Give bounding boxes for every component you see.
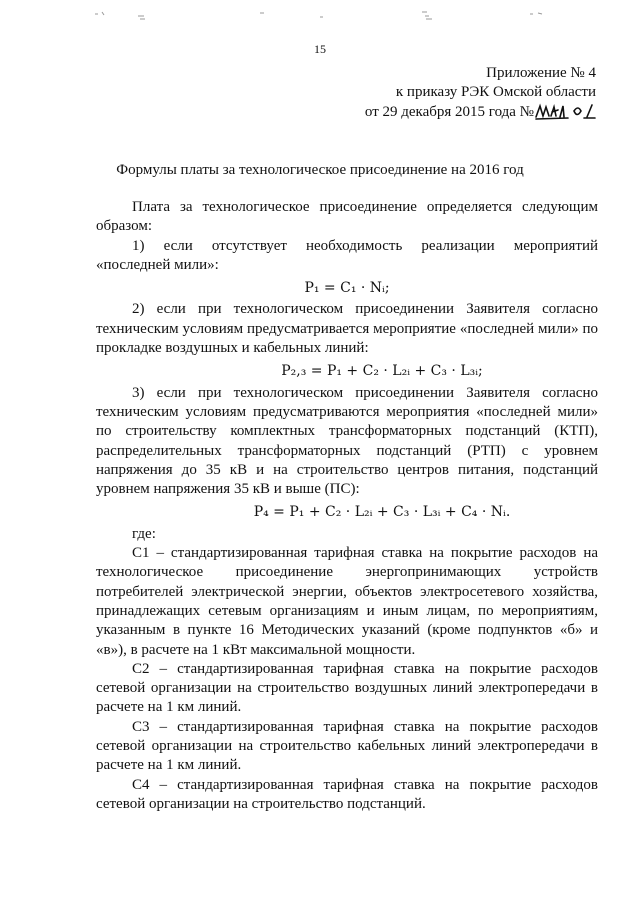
page-title: Формулы платы за технологическое присоединение на 2016 год [116, 162, 524, 178]
formula-1: P₁ = C₁ · Nᵢ; [304, 280, 390, 297]
scan-artifacts [60, 8, 580, 22]
appendix-title: Приложение № 4 [486, 65, 596, 81]
where-label: где: [132, 525, 156, 542]
appendix-order: к приказу РЭК Омской области [395, 84, 596, 100]
page-number: 15 [314, 42, 326, 56]
case-3-paragraph: 3) если при технологическом присоединении Заявителя согласно техническим условиям предусматриваются мероприятия «последней мили» по строительству комплектных трансформаторных подстанций (КТП), распределительных трансформаторных подстанций (РТП) с уровнем напряжения до 35 кВ и на строительство центров питания, подстанций уровнем напряжения 35 кВ и выше (ПС): [96, 384, 598, 498]
definition-c1: С1 – стандартизированная тарифная ставка на покрытие расходов на технологическое присоединение энергопринимающих устройств потребителей электрической энергии, объектов электросетевого хозяйства, принадлежащих сетевым организациям и иным лицам, по мероприятиям, указанным в пункте 16 Методических указаний (кроме подпунктов «б» и «в»), в расчете на 1 кВт максимальной мощности. [96, 545, 598, 658]
formula-2: P₂,₃ = P₁ + C₂ · L₂ᵢ + C₃ · L₃ᵢ; [281, 363, 483, 380]
definition-c3: С3 – стандартизированная тарифная ставка на покрытие расходов сетевой организации на строительство кабельных линий электропередачи в расчете на 1 км линий. [96, 718, 598, 774]
case-2-paragraph: 2) если при технологическом присоединении Заявителя согласно техническим условиям предусматривается мероприятие «последней мили» по прокладке воздушных и кабельных линий: [96, 301, 598, 357]
document-body [96, 198, 598, 814]
definition-c4: С4 – стандартизированная тарифная ставка на покрытие расходов сетевой организации на строительство подстанций. [96, 776, 598, 812]
appendix-date-line [365, 102, 596, 122]
appendix-date: от 29 декабря 2015 года № [364, 104, 534, 120]
handwritten-number [534, 102, 596, 120]
case-1-paragraph: 1) если отсутствует необходимость реализации мероприятий «последней мили»: [96, 237, 598, 273]
formula-3: P₄ = P₁ + C₂ · L₂ᵢ + C₃ · L₃ᵢ + C₄ · Nᵢ. [253, 504, 511, 521]
intro-paragraph: Плата за технологическое присоединение определяется следующим образом: [96, 199, 598, 235]
definition-c2: С2 – стандартизированная тарифная ставка на покрытие расходов сетевой организации на строительство воздушных линий электропередачи в расчете на 1 км линий. [96, 660, 598, 716]
appendix-header [365, 64, 596, 122]
